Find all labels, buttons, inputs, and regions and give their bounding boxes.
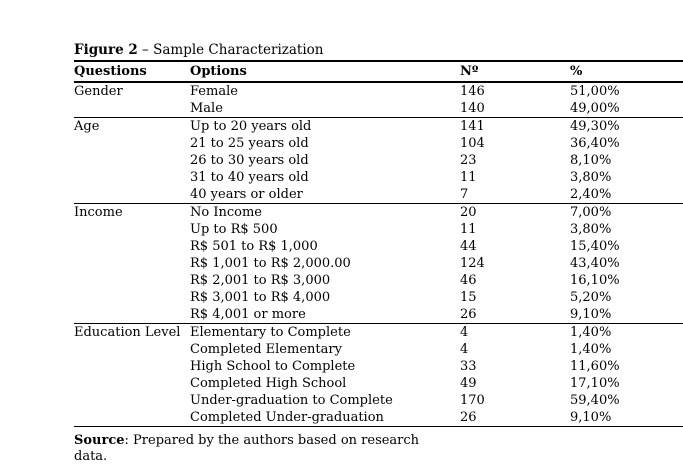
percent-cell: 16,10% xyxy=(570,273,620,288)
column-header-percent: % xyxy=(570,61,683,82)
option-cell: Up to R$ 500 xyxy=(190,222,278,237)
percent-cell: 51,00% xyxy=(570,82,683,100)
count-cell: 4 xyxy=(460,342,469,357)
percent-cell: 3,80% xyxy=(570,170,612,185)
percent-cell: 59,40% xyxy=(570,393,620,408)
option-cell: Female xyxy=(190,82,460,100)
option-cell: No Income xyxy=(190,204,460,222)
option-cell: R$ 1,001 to R$ 2,000.00 xyxy=(190,256,351,271)
percent-cell: 17,10% xyxy=(570,376,620,391)
option-cell: High School to Complete xyxy=(190,359,356,374)
count-cell: 26 xyxy=(460,307,477,322)
count-cell: 23 xyxy=(460,153,477,168)
option-cell: Elementary to Complete xyxy=(190,324,460,342)
percent-cell: 1,40% xyxy=(570,342,612,357)
figure-caption xyxy=(74,41,683,59)
option-cell: R$ 2,001 to R$ 3,000 xyxy=(190,273,331,288)
table-row xyxy=(74,324,683,342)
count-cell: 4 xyxy=(460,324,570,342)
table-row xyxy=(74,82,683,100)
count-cell: 104 xyxy=(460,136,485,151)
percent-cell: 8,10% xyxy=(570,153,612,168)
percent-cell: 43,40% xyxy=(570,256,620,271)
count-cell: 146 xyxy=(460,82,570,100)
source-label: Source xyxy=(74,433,125,448)
percent-cell: 49,00% xyxy=(570,101,620,116)
percent-cell: 1,40% xyxy=(570,324,683,342)
option-cell: 40 years or older xyxy=(190,187,303,202)
option-cell: Completed High School xyxy=(190,376,347,391)
column-header-options: Options xyxy=(190,61,460,82)
percent-cell: 49,30% xyxy=(570,118,683,136)
percent-cell: 5,20% xyxy=(570,290,612,305)
percent-cell: 3,80% xyxy=(570,222,612,237)
count-cell: 44 xyxy=(460,239,477,254)
count-cell: 33 xyxy=(460,359,477,374)
count-cell: 7 xyxy=(460,187,469,202)
count-cell: 124 xyxy=(460,256,485,271)
source-note xyxy=(74,433,424,465)
column-header-count: Nº xyxy=(460,61,570,82)
option-cell: 26 to 30 years old xyxy=(190,153,309,168)
header-row xyxy=(74,61,683,82)
count-cell: 20 xyxy=(460,204,570,222)
count-cell: 15 xyxy=(460,290,477,305)
percent-cell: 7,00% xyxy=(570,204,683,222)
percent-cell: 15,40% xyxy=(570,239,620,254)
option-cell: Male xyxy=(190,101,223,116)
option-cell: 31 to 40 years old xyxy=(190,170,309,185)
count-cell: 141 xyxy=(460,118,570,136)
source-text: : Prepared by the authors based on research data. xyxy=(74,433,420,464)
option-cell: R$ 3,001 to R$ 4,000 xyxy=(190,290,331,305)
count-cell: 170 xyxy=(460,393,485,408)
option-cell: Completed Elementary xyxy=(190,342,342,357)
percent-cell: 2,40% xyxy=(570,187,612,202)
count-cell: 11 xyxy=(460,222,477,237)
option-cell: 21 to 25 years old xyxy=(190,136,309,151)
percent-cell: 9,10% xyxy=(570,410,612,425)
question-cell: Education Level xyxy=(74,324,190,427)
option-cell: Under-graduation to Complete xyxy=(190,393,393,408)
question-cell: Age xyxy=(74,118,190,204)
sample-characterization-table xyxy=(74,60,683,427)
percent-cell: 36,40% xyxy=(570,136,620,151)
figure-title: – Sample Characterization xyxy=(137,42,324,58)
percent-cell: 11,60% xyxy=(570,359,620,374)
count-cell: 140 xyxy=(460,101,485,116)
option-cell: R$ 501 to R$ 1,000 xyxy=(190,239,318,254)
count-cell: 11 xyxy=(460,170,477,185)
table-header xyxy=(74,61,683,82)
table-body xyxy=(74,82,683,427)
table-row xyxy=(74,204,683,222)
figure-label: Figure 2 xyxy=(74,42,138,58)
question-cell: Income xyxy=(74,204,190,324)
option-cell: Completed Under-graduation xyxy=(190,410,384,425)
option-cell: R$ 4,001 or more xyxy=(190,307,306,322)
paper-page xyxy=(74,41,683,465)
option-cell: Up to 20 years old xyxy=(190,118,460,136)
column-header-questions: Questions xyxy=(74,61,190,82)
question-cell: Gender xyxy=(74,82,190,118)
count-cell: 49 xyxy=(460,376,477,391)
count-cell: 26 xyxy=(460,410,477,425)
table-row xyxy=(74,118,683,136)
percent-cell: 9,10% xyxy=(570,307,612,322)
count-cell: 46 xyxy=(460,273,477,288)
